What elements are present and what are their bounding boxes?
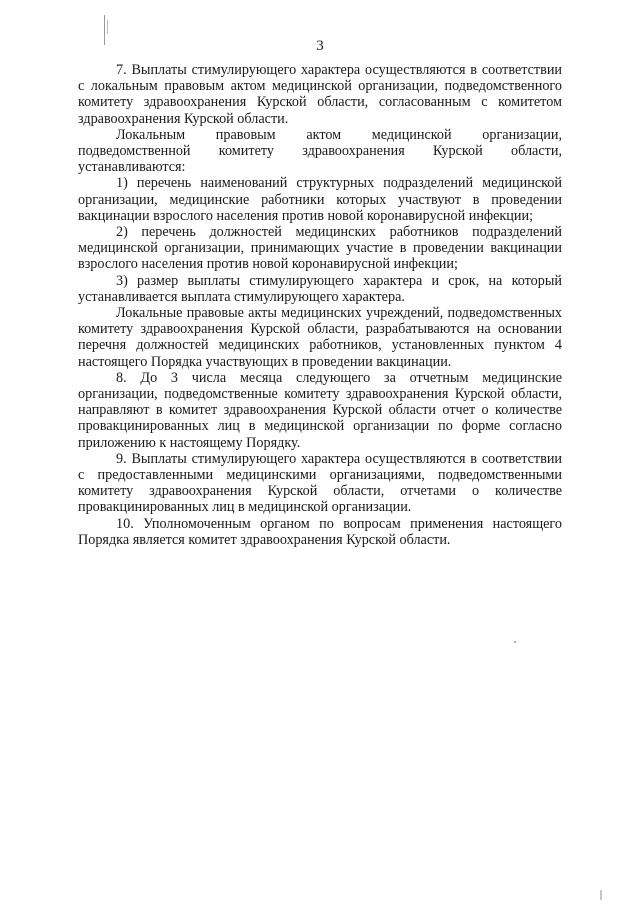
page-number: 3	[316, 38, 324, 54]
paragraph-9: 9. Выплаты стимулирующего характера осуществляются в соответствии с предоставленными медицинскими организациями, подведомственными комитету здравоохранения Курской области, отчетами о количестве провакцинированных лиц в медицинской организации.	[78, 450, 562, 516]
paragraph-local-acts: Локальные правовые акты медицинских учреждений, подведомственных комитету здравоохранения Курской области, разрабатываются на основании перечня должностей медицинских работников, установленных пунктом 4 настоящего Порядка участвующих в проведении вакцинации.	[78, 305, 562, 370]
list-item-2: 2) перечень должностей медицинских работников подразделений медицинской организации, принимающих участие в проведении вакцинации взрослого населения против новой коронавирусной инфекции;	[78, 224, 562, 273]
paragraph-8: 8. До 3 числа месяца следующего за отчетным медицинские организации, подведомственные комитету здравоохранения Курской области, направляют в комитет здравоохранения Курской области отчет о количестве провакцинированных лиц в медицинской организации по форме согласно приложению к настоящему Порядку.	[78, 369, 562, 451]
paragraph-10: 10. Уполномоченным органом по вопросам применения настоящего Порядка является комитет здравоохранения Курской области.	[78, 515, 562, 548]
scan-artifact-dot	[600, 890, 602, 900]
list-item-1: 1) перечень наименований структурных подразделений медицинской организации, медицинские работники которых участвуют в проведении вакцинации взрослого населения против новой коронавирусной инфекции;	[78, 175, 562, 224]
document-body	[78, 62, 562, 548]
scan-artifact-dot	[514, 641, 516, 643]
paragraph-local-act-intro: Локальным правовым актом медицинской организации, подведомственной комитету здравоохранения Курской области, устанавливаются:	[78, 126, 562, 176]
paragraph-7: 7. Выплаты стимулирующего характера осуществляются в соответствии с локальным правовым актом медицинской организации, подведомственного комитету здравоохранения Курской области, согласованным с комитетом здравоохранения Курской области.	[78, 62, 562, 127]
scan-artifact-line	[107, 20, 108, 34]
list-item-3: 3) размер выплаты стимулирующего характера и срок, на который устанавливается выплата стимулирующего характера.	[78, 272, 562, 305]
